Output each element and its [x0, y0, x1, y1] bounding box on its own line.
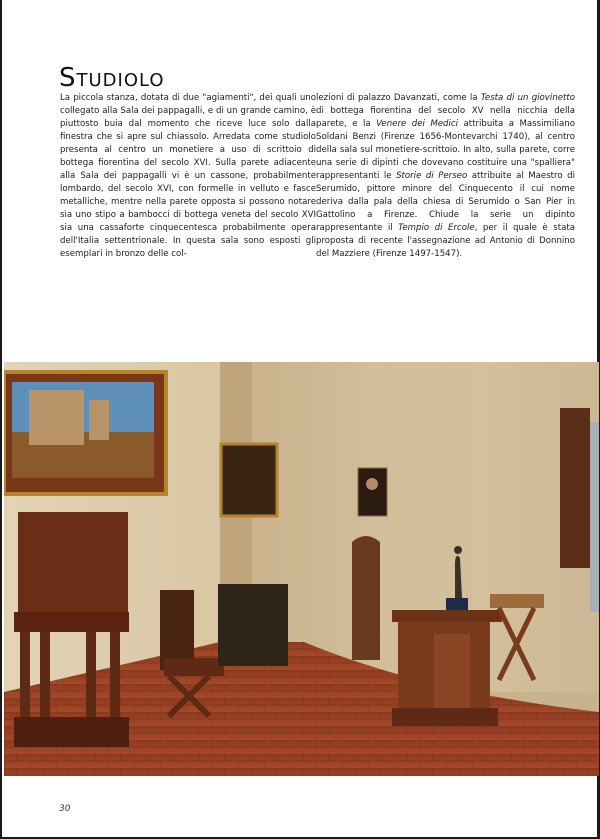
body-text: lezioni di palazzo Davanzati, come la — [316, 93, 481, 103]
body-text: di bottega fiorentina del secolo XV nella nicchia della parete, e la — [316, 106, 575, 129]
text-column-left — [60, 92, 316, 261]
body-text: attribuita a Massimiliano Soldani Benzi (Firenze 1656-Montevarchi 1740), al centro della sala sul monetiere-scrittoio. In alto, sulla parete, corre una serie di dipinti che dovevano costituire una "spalliera" rappresentanti le — [316, 119, 575, 181]
artwork-title: Testa di un giovinetto — [480, 93, 575, 103]
body-text: attribuite al Maestro di Serumido, pittore minore del Cinquecento il cui nome deriva dalla pala della chiesa di Serumido o San Pier in Gattolino a Firenze. Chiude la serie un dipinto rappresentante il — [316, 171, 575, 233]
artwork-title: Tempio di Ercole — [398, 223, 475, 233]
page-title: Studiolo — [59, 63, 165, 94]
body-text: , per il quale è stata proposta di recente l'assegnazione ad Antonio di Donnino del Mazziere (Firenze 1497-1547). — [316, 223, 576, 259]
body-text: La piccola stanza, dotata di due "agiamenti", dei quali uno collegato alla Sala dei pappagalli, e di un grande camino, è piuttosto buia dal momento che riceve luce solo dalla finestra che si apre sul chiassolo. Arredata come studiolo presenta al centro un monetiere a uso di scrittoio di bottega fiorentina del secolo XVI. Sulla parete adiacente alla Sala dei pappagalli vi è un cassone, probabilmente lombardo, del secolo XVI, con formelle in velluto e fasce metalliche, mentre nella parete opposta si possono notare sia uno stipo a bambocci di bottega veneta del secolo XVI sia una cassaforte cinquecentesca probabilmente opera dell'Italia settentrionale. In questa sala sono esposti gli esemplari in bronzo delle col- — [60, 93, 316, 259]
page-number: 30 — [59, 804, 71, 814]
room-photograph — [4, 362, 599, 776]
artwork-title: Storie di Perseo — [396, 171, 468, 181]
text-column-right — [316, 92, 575, 261]
artwork-title: Venere dei Medici — [376, 119, 458, 129]
room-illustration — [4, 362, 599, 776]
